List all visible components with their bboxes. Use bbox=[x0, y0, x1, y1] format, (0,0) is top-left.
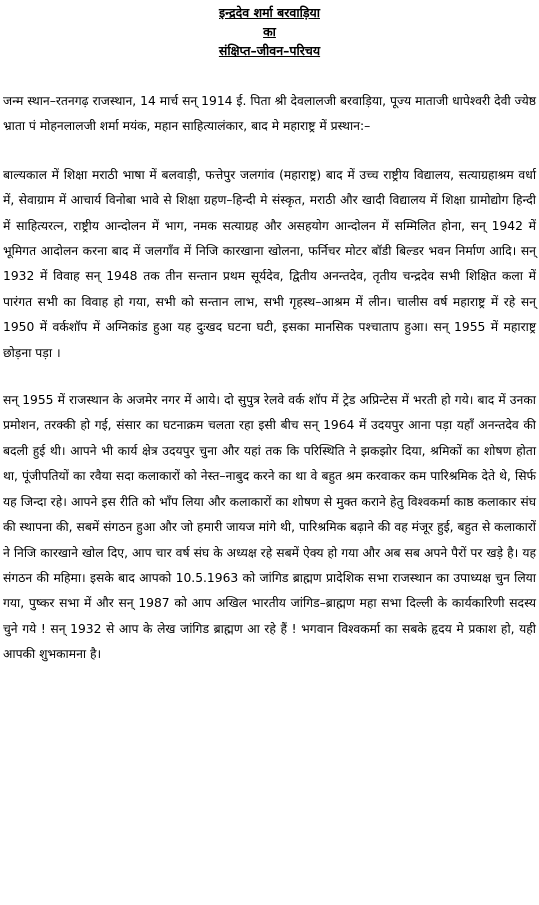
title-name: इन्द्रदेव शर्मा बरवाड़िया bbox=[219, 5, 320, 20]
paragraph-birth: जन्म स्थान–रतनगढ़ राजस्थान, 14 मार्च सन् 1914 ई. पिता श्री देवलालजी बरवाड़िया, पूज्य माताजी धापेश्वरी देवी ज्येष्ठ भ्राता पं मोहनलालजी शर्मा मयंक, महान साहित्यालंकार, बाद मे महाराष्ट्र में प्रस्थान:– bbox=[3, 94, 536, 134]
title-subtitle: संक्षिप्त–जीवन–परिचय bbox=[218, 43, 321, 58]
paragraph-rajasthan: सन् 1955 में राजस्थान के अजमेर नगर में आये। दो सुपुत्र रेलवे वर्क शॉप में ट्रेड अप्रिन्टेस में भरती हो गये। बाद में उनका प्रमोशन, तरक्की हो गई, संसार का घटनाक्रम चलता रहा इसी बीच सन् 1964 में उदयपुर आना पड़ा यहाँ अनन्तदेव की बदली हुई थी। आपने भी कार्य क्षेत्र उदयपुर चुना और यहां तक कि परिस्थिति ने झकझोर दिया, श्रमिकों का शोषण होता था, पूंजीपतियों का रवैया सदा कलाकारों को नेस्त–नाबुद करने का था वे बहुत श्रम करवाकर कम पारिश्रमिक देते थे, सिर्फ यह जिन्दा रहे। आपने इस रीति को भाँप लिया और कलाकारों का शोषण से मुक्त कराने हेतु विश्वकर्मा काष्ठ कलाकार संघ की स्थापना की, सबमें संगठन हुआ और जो हमारी जायज मांगे थी, पारिश्रमिक बढ़ाने की वह मंजूर हुई, बहुत से कलाकारों ने निजि कारखाने खोल दिए, आप चार वर्ष संघ के अध्यक्ष रहे सबमें ऐक्य हो गया और अब सब अपने पैरों पर खड़े है। यह संगठन की महिमा। इसके बाद आपको 10.5.1963 को जांगिड ब्राह्मण प्रादेशिक सभा राजस्थान का उपाध्यक्ष चुन लिया गया, पुष्कर सभा में और सन् 1987 को आप अखिल भारतीय जांगिड–ब्राह्मण महा सभा दिल्ली के कार्यकारिणी सदस्य चुने गये ! सन् 1932 से आप के लेख जांगिड ब्राह्मण आ रहे हैं ! भगवान विश्वकर्मा का सबके हृदय मे प्रकाश हो, यही आपकी शुभकामना है। bbox=[3, 393, 536, 662]
title-connector: का bbox=[263, 24, 276, 39]
paragraph-early-life: बाल्यकाल में शिक्षा मराठी भाषा में बलवाड़ी, फत्तेपुर जलगांव (महाराष्ट्र) बाद में उच्च राष्ट्रीय विद्यालय, सत्याग्रहाश्रम वर्धा में, सेवाग्राम में आचार्य विनोबा भावे से शिक्षा ग्रहण–हिन्दी मे संस्कृत, मराठी और खादी विद्यालय में शिक्षा ग्रामोद्योग हिन्दी में साहित्यरत्न, राष्ट्रीय आन्दोलन में भाग, नमक सत्याग्रह और असहयोग आन्दोलन में सम्मिलित होना, सन् 1942 में भूमिगत आदोलन करना बाद में जलगाँव में निजि कारखाना खोलना, फर्निचर मोटर बॉडी बिल्डर भवन निर्माण आदि। सन् 1932 में विवाह सन् 1948 तक तीन सन्तान प्रथम सूर्यदेव, द्वितीय अनन्तदेव, तृतीय चन्द्रदेव सभी शिक्षित कला में पारंगत सभी का विवाह हो गया, सभी को सन्तान लाभ, सभी गृहस्थ–आश्रम में लीन। चालीस वर्ष महाराष्ट्र में रहे सन् 1950 में वर्कशॉप में अग्निकांड हुआ यह दुःखद घटना घटी, इसका मानसिक पश्चाताप हुआ। सन् 1955 में महाराष्ट्र छोड़ना पड़ा । bbox=[3, 167, 536, 360]
title-block bbox=[3, 3, 536, 60]
